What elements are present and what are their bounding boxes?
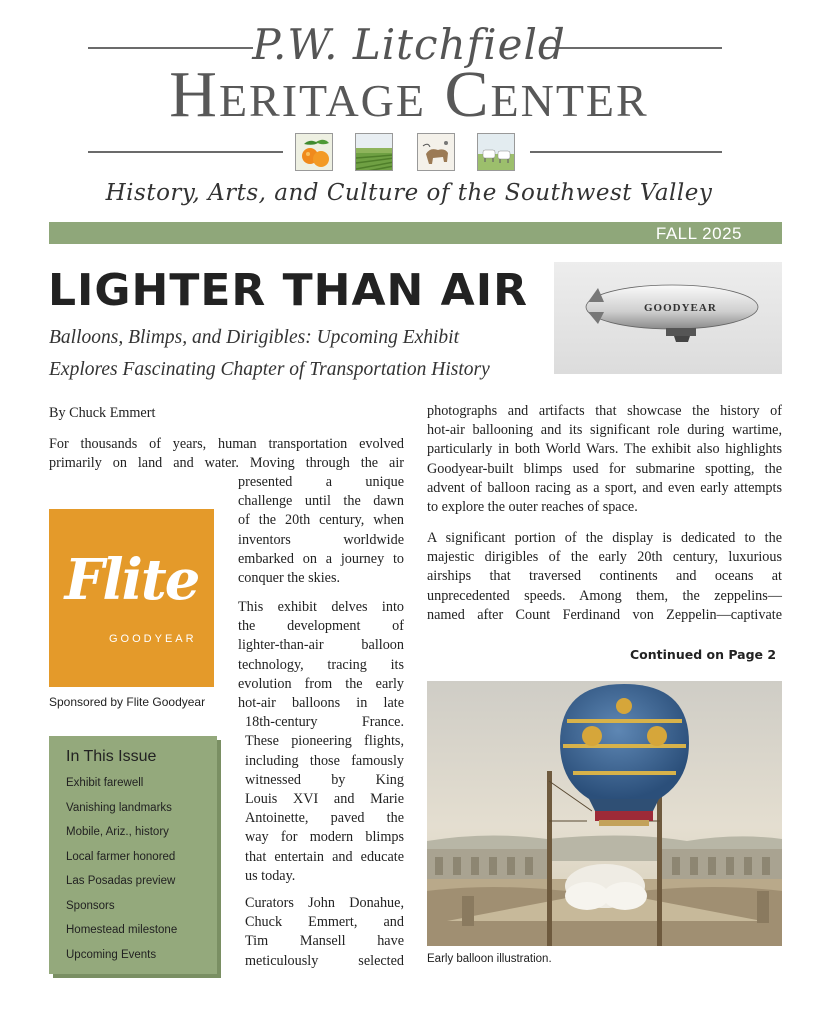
issue-item[interactable]: Las Posadas preview — [66, 875, 176, 887]
text-line: Tim Mansell have — [245, 933, 404, 950]
article-deck-line-1: Balloons, Blimps, and Dirigibles: Upcoming Exhibit — [49, 327, 460, 348]
text-line: Louis XVI and Marie — [245, 791, 404, 808]
issue-item[interactable]: Sponsors — [66, 900, 115, 912]
masthead-rule-bottom-right — [530, 151, 722, 153]
cattle-icon — [417, 133, 455, 171]
text-line: evolution from the early — [238, 675, 404, 692]
article-right-paragraph-1 — [427, 402, 782, 517]
text-line: Chuck Emmert, and — [245, 914, 404, 931]
text-line: A significant portion of the display is dedicated to the — [427, 530, 782, 546]
issue-item[interactable]: Upcoming Events — [66, 949, 157, 961]
text-line: conquer the skies. — [238, 570, 341, 587]
text-line: meticulously selected — [245, 952, 404, 969]
text-line: named after Count Ferdinand von Zeppelin—captivate — [427, 606, 782, 623]
oranges-icon — [295, 133, 333, 171]
text-line: photographs and artifacts that showcase the history of — [427, 403, 782, 419]
balloon-caption: Early balloon illustration. — [427, 953, 552, 965]
sponsor-caption: Sponsored by Flite Goodyear — [49, 695, 206, 709]
article-paragraph-1-full — [49, 435, 404, 473]
text-line: 18th-century France. — [245, 714, 404, 731]
text-line: These pioneering flights, — [245, 733, 404, 750]
text-line: presented a unique — [238, 474, 404, 490]
continued-on-page-link[interactable]: Continued on Page 2 — [630, 647, 777, 662]
issue-item[interactable]: Homestead milestone — [66, 924, 178, 936]
text-line: advent of balloon racing as a sport, and even early attempts — [427, 479, 782, 496]
issue-item[interactable]: Local farmer honored — [66, 851, 176, 863]
text-line: to explore the outer reaches of space. — [427, 499, 638, 516]
issue-item[interactable]: Exhibit farewell — [66, 777, 144, 789]
season-bar — [49, 222, 782, 244]
cows-icon — [477, 133, 515, 171]
masthead-script-title: P.W. Litchfield — [252, 20, 566, 69]
text-line: of the 20th century, when — [238, 512, 404, 529]
article-deck-line-2: Explores Fascinating Chapter of Transportation History — [49, 359, 490, 380]
text-line: witnessed by King — [245, 771, 404, 788]
flite-logo-sub: GOODYEAR — [109, 633, 197, 645]
masthead-tagline: History, Arts, and Culture of the Southwest Valley — [105, 180, 713, 206]
article-headline: LIGHTER THAN AIR — [48, 265, 528, 316]
masthead-main-title: Heritage Center — [169, 58, 649, 131]
farm-field-icon — [355, 133, 393, 171]
text-line: that entertain and educate — [245, 848, 404, 865]
article-paragraph-3 — [245, 894, 404, 971]
in-this-issue-box — [49, 736, 217, 974]
blimp-photo — [554, 262, 782, 374]
balloon-illustration — [427, 681, 782, 946]
text-line: Goodyear-built blimps used for submarine spotting, the — [427, 460, 782, 477]
text-line: Curators John Donahue, — [245, 895, 404, 911]
text-line: hot-air balloons in late — [238, 695, 404, 712]
text-line: technology, tracing its — [238, 656, 404, 673]
text-line: airships that traversed continents and oceans at — [427, 568, 782, 585]
text-line: This exhibit delves into — [238, 599, 404, 615]
text-line: embarked on a journey to — [238, 550, 404, 567]
flite-logo-word: Flite — [64, 547, 199, 613]
flite-goodyear-logo — [49, 509, 214, 687]
text-line: inventors worldwide — [238, 531, 404, 548]
article-byline: By Chuck Emmert — [49, 405, 156, 421]
article-right-paragraph-2 — [427, 529, 782, 625]
article-paragraph-2 — [238, 598, 404, 886]
blimp-goodyear-text: GOODYEAR — [644, 302, 717, 314]
article-paragraph-1-narrow — [238, 473, 404, 588]
text-line: hot-air ballooning and its significant role during wartime, — [427, 422, 782, 439]
text-line: particularly in both World Wars. The exhibit also highlights — [427, 441, 782, 458]
masthead-rule-bottom-left — [88, 151, 283, 153]
text-line: unprecedented speeds. Among them, the zeppelins— — [427, 587, 782, 604]
text-line: the development of — [238, 618, 404, 635]
text-line: lighter-than-air balloon — [238, 637, 404, 654]
in-this-issue-title: In This Issue — [66, 748, 157, 765]
text-line: us today. — [245, 867, 296, 884]
text-line: Antoinette, paved the — [245, 810, 404, 827]
text-line: including those famously — [245, 752, 404, 769]
text-line: For thousands of years, human transportation evolved — [49, 436, 404, 452]
text-line: primarily on land and water. Moving through the air — [49, 455, 404, 472]
issue-item[interactable]: Vanishing landmarks — [66, 802, 172, 814]
issue-item[interactable]: Mobile, Ariz., history — [66, 826, 169, 838]
season-label: FALL 2025 — [655, 224, 742, 243]
text-line: challenge until the dawn — [238, 493, 404, 510]
text-line: majestic dirigibles of the early 20th century, luxurious — [427, 549, 782, 566]
text-line: way for modern blimps — [245, 829, 404, 846]
